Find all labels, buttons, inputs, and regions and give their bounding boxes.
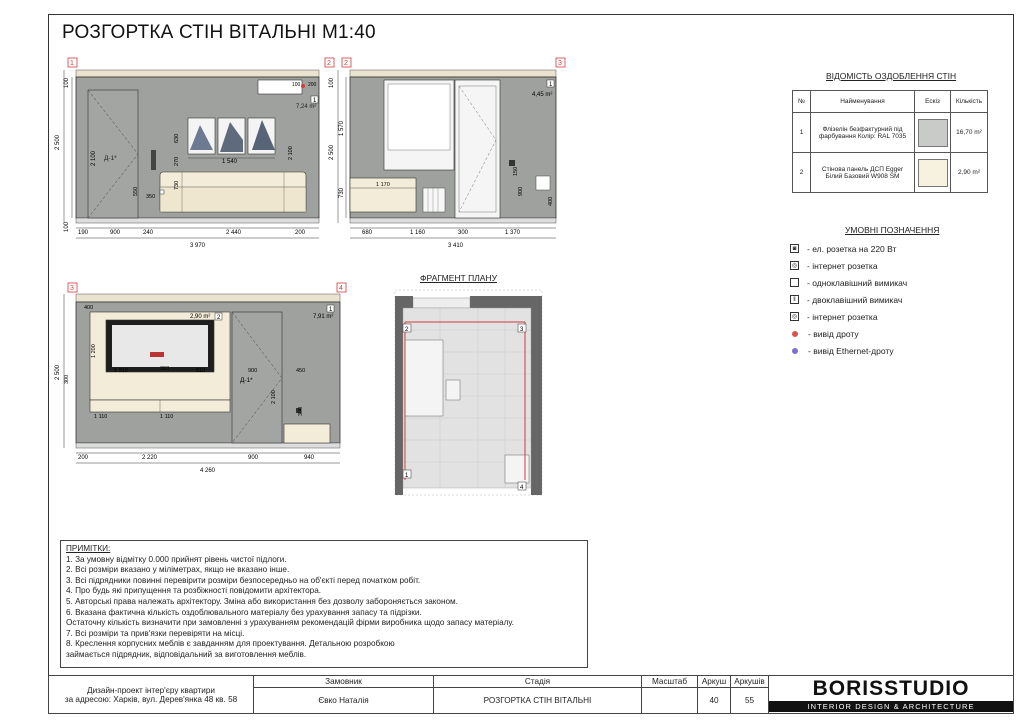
legend-item (790, 257, 907, 274)
svg-text:550: 550 (133, 186, 139, 196)
client-name: Євко Наталія (254, 688, 434, 714)
balcony-door (455, 80, 500, 218)
svg-text:2 220: 2 220 (142, 455, 158, 461)
svg-text:240: 240 (143, 230, 154, 236)
svg-text:100: 100 (64, 221, 70, 232)
svg-text:680: 680 (362, 230, 373, 236)
stage-name: РОЗГОРТКА СТІН ВІТАЛЬНІ (434, 688, 642, 714)
note-line: 3. Всі підрядники повинні перевірити розміри безпосередньо на об'єкті перед початком робіт. (66, 575, 421, 585)
plan-sofa (405, 340, 443, 416)
svg-text:3: 3 (70, 285, 74, 292)
svg-text:3: 3 (558, 60, 562, 67)
svg-text:200: 200 (308, 82, 317, 88)
svg-text:900: 900 (518, 186, 524, 196)
svg-text:150: 150 (513, 166, 519, 176)
finish-swatch (918, 119, 948, 147)
svg-text:810: 810 (196, 368, 206, 374)
svg-text:900: 900 (248, 368, 258, 374)
stage-label: Стадія (434, 676, 642, 688)
elevation-3-4 (55, 283, 346, 474)
scale-value (642, 688, 698, 714)
ethernet-outlet-icon (792, 348, 798, 354)
svg-text:1: 1 (329, 307, 333, 313)
legend-item (790, 325, 907, 342)
svg-text:7,24 m²: 7,24 m² (296, 104, 317, 110)
finish-swatch (918, 159, 948, 187)
legend-title: УМОВНІ ПОЗНАЧЕННЯ (845, 225, 940, 235)
svg-text:100: 100 (292, 82, 301, 88)
finish-row: 2 Стінова панель ДСП Egger Білий Базовий W908 SM 2,90 m² (793, 153, 988, 193)
notes-list (66, 555, 582, 661)
svg-text:2 100: 2 100 (271, 390, 277, 404)
radiator (423, 188, 445, 212)
svg-text:1 540: 1 540 (222, 159, 238, 165)
legend-item (790, 291, 907, 308)
legend-label: - вивід Ethernet-дроту (808, 345, 894, 356)
svg-text:3 970: 3 970 (190, 243, 206, 249)
svg-text:7,91 m²: 7,91 m² (313, 314, 334, 320)
legend-label: - двоклавішний вимикач (807, 294, 903, 305)
svg-text:2: 2 (327, 60, 331, 67)
legend-label: - вивід дроту (808, 328, 859, 339)
internet-socket-icon: ◎ (791, 314, 798, 320)
svg-text:100: 100 (64, 77, 70, 88)
socket-220-icon: ◙ (790, 244, 799, 253)
svg-text:2 500: 2 500 (55, 364, 61, 380)
svg-text:200: 200 (295, 230, 306, 236)
legend-label: - ел. розетка на 220 Вт (807, 243, 897, 254)
svg-text:2,90 m²: 2,90 m² (190, 314, 211, 320)
svg-text:1: 1 (70, 60, 74, 67)
legend-item (790, 308, 907, 325)
plan-title: ФРАГМЕНТ ПЛАНУ (420, 273, 497, 283)
svg-text:3 410: 3 410 (448, 243, 464, 249)
page-title: РОЗГОРТКА СТІН ВІТАЛЬНІ М1:40 (62, 22, 376, 43)
pouf (284, 424, 330, 443)
svg-text:2 500: 2 500 (329, 144, 335, 160)
svg-text:630: 630 (174, 133, 180, 143)
note-line: 8. Креслення корпусних меблів є завданням для проектування. Детальною розробкою (66, 639, 395, 649)
finish-col-num: № (793, 91, 811, 113)
sheets-total: 55 (731, 688, 769, 714)
notes-title: ПРИМІТКИ: (66, 544, 111, 553)
finish-table (792, 90, 988, 193)
legend-item (790, 274, 907, 291)
svg-text:1 200: 1 200 (91, 344, 97, 358)
note-line: 7. Всі розміри та прив'язки перевіряти на місці. (66, 628, 245, 638)
svg-text:300: 300 (160, 366, 170, 372)
svg-text:1 160: 1 160 (410, 230, 426, 236)
note-line: Остаточну кількість визначити при замовленні з урахуванням рекомендацій фірми виробника щодо запасу матеріалу. (66, 618, 514, 628)
legend-item (790, 342, 907, 359)
scale-label: Масштаб (642, 676, 698, 688)
legend (790, 240, 907, 359)
svg-text:Д-1*: Д-1* (240, 377, 253, 384)
svg-text:1: 1 (405, 473, 409, 479)
client-label: Замовник (254, 676, 434, 688)
note-line: 6. Вказана фактична кількість оздоблювального матеріалу без урахування запасу та підрізки. (66, 607, 422, 617)
notes-block (60, 540, 588, 668)
internet-socket-icon: ◎ (791, 263, 798, 269)
note-line: 5. Авторські права належать архітектору. Зміна або використання без дозволу забороняється законом. (66, 596, 458, 606)
switch-block (151, 150, 156, 170)
svg-text:1: 1 (549, 82, 553, 88)
legend-label: - інтернет розетка (807, 311, 878, 322)
legend-label: - інтернет розетка (807, 260, 878, 271)
svg-text:300: 300 (64, 374, 70, 384)
brand-logo: BORISSTUDIO INTERIOR DESIGN & ARCHITECTURE (769, 676, 1014, 714)
svg-text:270: 270 (174, 156, 180, 166)
legend-item (790, 240, 907, 257)
wire-outlet-icon (792, 331, 798, 337)
finish-col-qty: Кількість (951, 91, 988, 113)
double-switch-icon: ‖ (790, 295, 799, 304)
finish-col-sketch: Ескіз (915, 91, 951, 113)
note-line: займається підрядник, відповідальний за виготовлення меблів. (66, 649, 307, 659)
door-label: Д-1* (104, 155, 117, 162)
note-line: 4. Про будь які припущення та розбіжності повідомити архітектора. (66, 586, 322, 596)
svg-text:1 370: 1 370 (505, 230, 521, 236)
finish-col-name: Найменування (811, 91, 915, 113)
svg-text:400: 400 (84, 305, 94, 311)
svg-text:2: 2 (344, 60, 348, 67)
elevation-1-2 (55, 58, 334, 249)
svg-text:300: 300 (298, 406, 304, 416)
svg-text:1: 1 (313, 98, 317, 104)
sheet-label: Аркуш (698, 676, 731, 688)
plan-fragment (395, 290, 542, 495)
svg-text:2: 2 (217, 315, 221, 321)
svg-text:100: 100 (329, 77, 335, 88)
elevation-2-3 (329, 58, 565, 249)
svg-text:4,45 m²: 4,45 m² (532, 92, 553, 98)
single-switch-icon (790, 278, 799, 287)
sheet-number: 40 (698, 688, 731, 714)
svg-text:2 440: 2 440 (226, 230, 242, 236)
svg-text:4: 4 (520, 485, 524, 491)
svg-text:200: 200 (78, 455, 89, 461)
project-description: Дизайн-проект інтер'єру квартири за адресою: Харків, вул. Дерев'янка 48 кв. 58 (49, 676, 254, 714)
title-block (48, 675, 1014, 714)
svg-text:2 100: 2 100 (91, 150, 97, 166)
note-line: 2. Всі розміри вказано у міліметрах, якщо не вказано інше. (66, 565, 290, 575)
svg-text:450: 450 (296, 368, 306, 374)
svg-text:3: 3 (520, 327, 524, 333)
svg-text:730: 730 (174, 180, 180, 190)
svg-text:2: 2 (405, 327, 409, 333)
svg-text:2 100: 2 100 (288, 146, 294, 160)
finish-row: 1 Флізелін безфактурний під фарбування Колір: RAL 7035 16,70 m² (793, 113, 988, 153)
svg-text:1 110: 1 110 (94, 414, 108, 420)
svg-text:1 570: 1 570 (339, 120, 345, 136)
legend-label: - одноклавішний вимикач (807, 277, 908, 288)
note-line: 1. За умовну відмітку 0.000 прийнят рівень чистої підлоги. (66, 554, 287, 564)
svg-text:4: 4 (339, 285, 343, 292)
svg-text:190: 190 (78, 230, 89, 236)
svg-text:350: 350 (146, 194, 156, 200)
svg-text:940: 940 (304, 455, 315, 461)
svg-text:900: 900 (110, 230, 121, 236)
svg-text:2 500: 2 500 (55, 134, 61, 150)
finish-table-title: ВІДОМІСТЬ ОЗДОБЛЕННЯ СТІН (826, 71, 957, 81)
svg-text:900: 900 (248, 455, 259, 461)
svg-text:730: 730 (339, 187, 345, 198)
svg-text:4 260: 4 260 (200, 468, 216, 474)
svg-text:1 110: 1 110 (160, 414, 174, 420)
sheets-label: Аркушів (731, 676, 769, 688)
svg-text:400: 400 (548, 196, 554, 206)
svg-text:1 170: 1 170 (376, 182, 390, 188)
svg-text:1 310: 1 310 (114, 368, 128, 374)
svg-text:300: 300 (458, 230, 469, 236)
